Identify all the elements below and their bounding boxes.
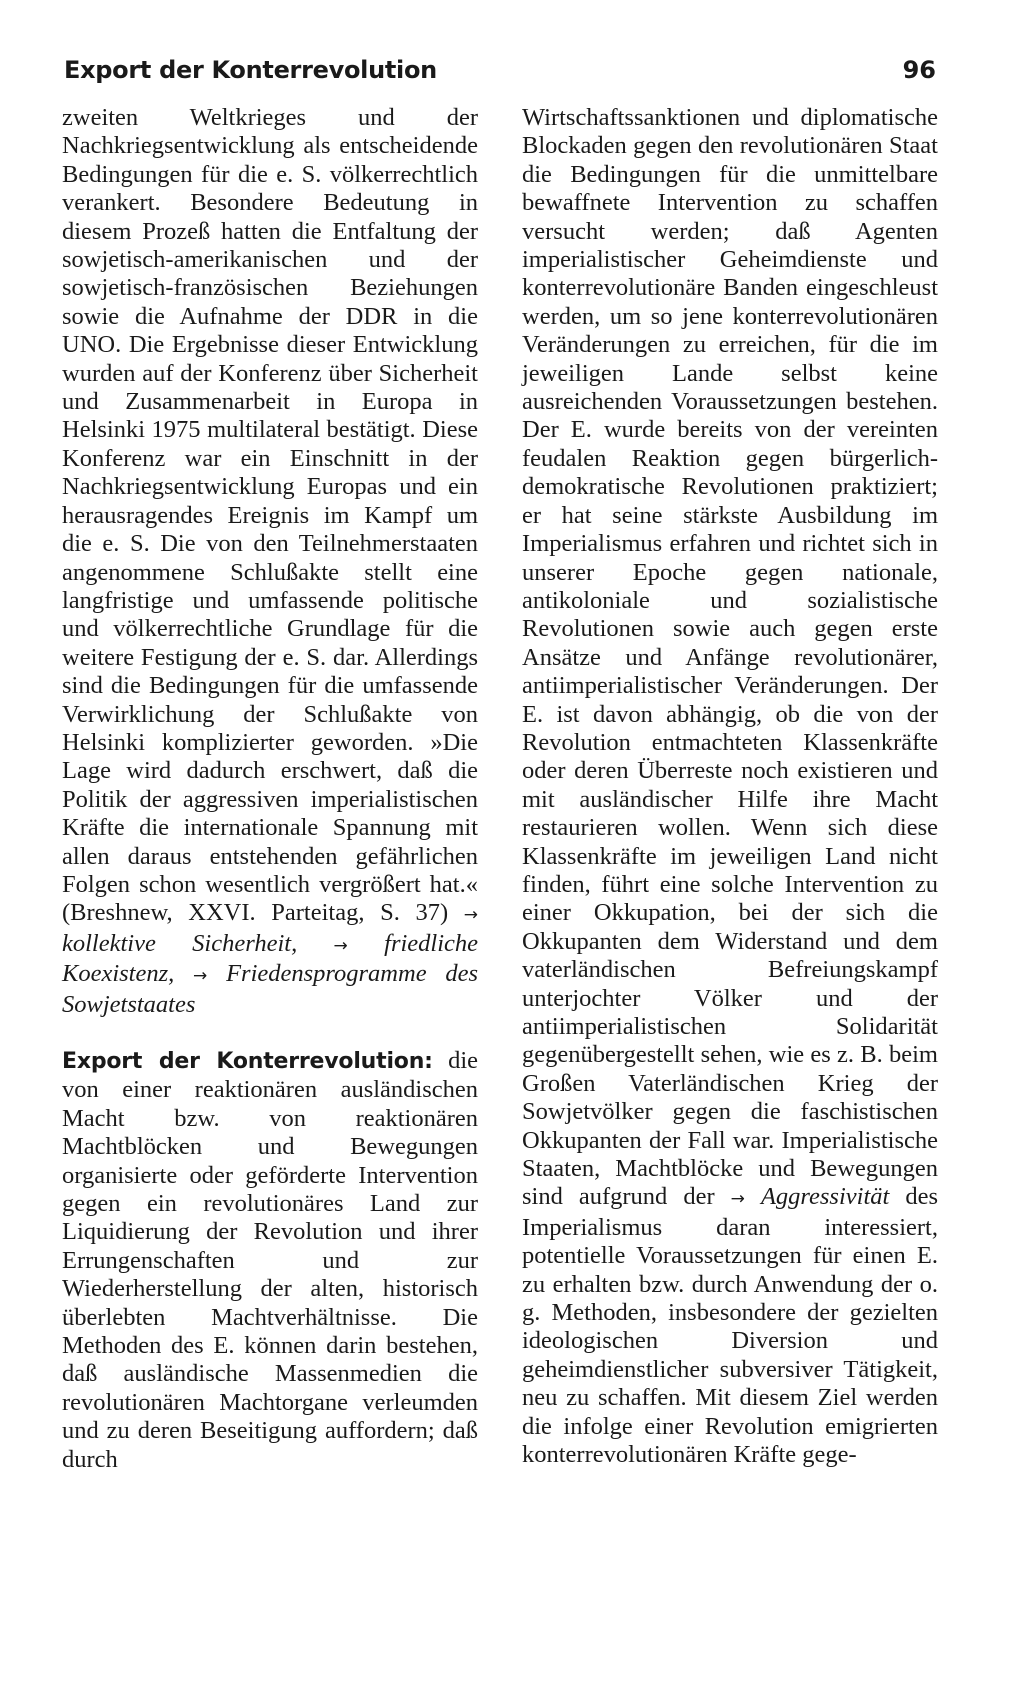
cross-reference-friedliche-koexistenz[interactable]: friedliche Koexistenz, (62, 929, 479, 988)
cross-reference-kollektive-sicherheit[interactable]: kollektive Sicherheit, (62, 929, 298, 957)
cross-reference-arrow-icon: → (193, 966, 208, 987)
cross-reference-arrow-icon: → (730, 1189, 745, 1210)
dictionary-entry (62, 1047, 478, 1474)
cross-reference-arrow-icon: → (333, 935, 348, 956)
right-column (522, 104, 938, 1470)
continued-entry-text: zweiten Weltkrieges und der Nachkriegsentwicklung als entscheidende Bedingungen für die e. S. völkerrechtlich verankert. Besondere Bedeutung in diesem Prozeß hatten die Entfaltung der sowjetisch-amerikanischen und der sowjetisch-französischen Beziehungen sowie die Aufnahme der DDR in die UNO. Die Ergebnisse dieser Entwicklung wurden auf der Konferenz über Sicherheit und Zusammenarbeit in Europa in Helsinki 1975 multilateral bestätigt. Diese Konferenz war ein Einschnitt in der Nachkriegsentwicklung Europas und ein herausragendes Ereignis im Kampf um die e. S. Die von den Teilnehmerstaaten angenommene Schlußakte stellt eine langfristige und umfassende politische und völkerrechtliche Grundlage für die weitere Festigung der e. S. dar. Allerdings sind die Bedingungen für die umfassende Verwirklichung der Schlußakte von Helsinki komplizierter geworden. »Die Lage wird dadurch erschwert, daß die Politik der aggressiven imperialistischen Kräfte die internationale Spannung mit allen daraus entstehenden gefährlichen Folgen schon wesentlich vergrößert hat.« (Breshnew, XXVI. Parteitag, S. 37) (62, 104, 478, 927)
running-header-title: Export der Konterrevolution (64, 56, 437, 84)
entry-continuation-text-end: des Imperialismus daran interessiert, potentielle Voraussetzungen für einen E. zu erhalten bzw. durch Anwendung der o. g. Methoden, insbesondere der gezielten ideologischen Diversion und geheimdienstlicher subversiver Tätigkeit, neu zu schaffen. Mit diesem Ziel werden die infolge einer Revolution emigrierten konterrevolutionären Kräfte gege- (522, 1183, 939, 1469)
left-column (62, 104, 478, 1474)
entry-continuation-text: Wirtschaftssanktionen und diplomatische Blockaden gegen den revolutionären Staat die Bedingungen für die unmittelbare bewaffnete Intervention zu schaffen versucht werden; daß Agenten imperialistischer Geheimdienste und konterrevolutionäre Banden eingeschleust werden, um so jene konterrevolutionären Veränderungen zu erreichen, für die im jeweiligen Lande selbst keine ausreichenden Voraussetzungen bestehen. Der E. wurde bereits von der vereinten feudalen Reaktion gegen bürgerlich-demokratische Revolutionen praktiziert; er hat seine stärkste Ausbildung im Imperialismus erfahren und richtet sich in unserer Epoche gegen nationale, antikoloniale und sozialistische Revolutionen sowie auch gegen erste Ansätze und Anfänge revolutionärer, antiimperialistischer Veränderungen. Der E. ist davon abhängig, ob die von der Revolution entmachteten Klassenkräfte oder deren Überreste noch existieren und mit ausländischer Hilfe ihre Macht restaurieren wollen. Wenn sich diese Klassenkräfte im jeweiligen Land nicht finden, führt eine solche Intervention zu einer Okkupation, bei der sich die Okkupanten dem Widerstand und dem vaterländischen Befreiungskampf unterjochter Völker und der antiimperialistischen Solidarität gegenübergestellt sehen, wie es z. B. beim Großen Vaterländischen Krieg der Sowjetvölker gegen die faschistischen Okkupanten der Fall war. Imperialistische Staaten, Machtblöcke und Bewegungen sind aufgrund der (522, 104, 938, 1211)
entry-headword: Export der Konterrevolution: (62, 1049, 433, 1074)
cross-reference-aggressivitaet[interactable]: Aggressivität (760, 1183, 890, 1211)
cross-reference-friedensprogramme[interactable]: Friedensprogramme des Sowjetstaates (62, 960, 478, 1018)
entry-separator (62, 1019, 478, 1047)
continued-entry-paragraph (62, 104, 478, 1019)
entry-continuation-paragraph (522, 104, 938, 1470)
page-number: 96 (902, 56, 936, 84)
cross-reference-arrow-icon: → (463, 905, 478, 926)
running-header (64, 56, 936, 96)
entry-definition-text: die von einer reaktionären ausländischen Macht bzw. von reaktionären Machtblöcken und Bewegungen organisierte oder geförderte Intervention gegen ein revolutionäres Land zur Liquidierung der Revolution und ihrer Errungenschaften und zur Wiederherstellung der alten, historisch überlebten Machtverhältnisse. Die Methoden des E. können darin bestehen, daß ausländische Massenmedien die revolutionären Machtorgane verleumden und zu deren Beseitigung auffordern; daß durch (62, 1047, 478, 1473)
